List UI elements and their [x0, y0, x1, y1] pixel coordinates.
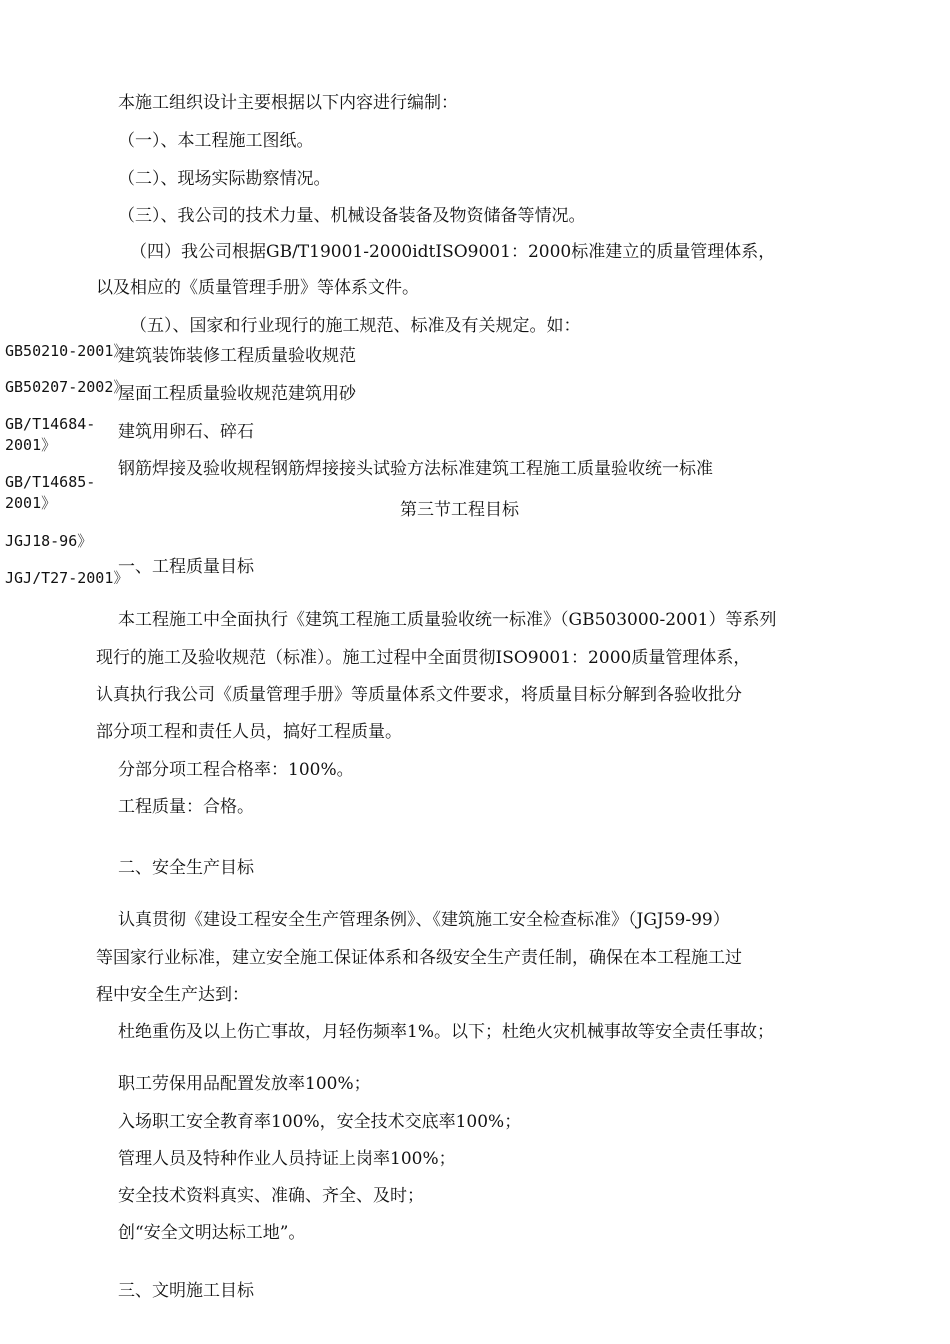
- quality-para-line: 现行的施工及验收规范（标准）。施工过程中全面贯彻ISO9001：2000质量管理体系，: [96, 648, 751, 668]
- safety-para-line: 等国家行业标准，建立安全施工保证体系和各级安全生产责任制，确保在本工程施工过: [96, 948, 742, 968]
- quality-para-line: 本工程施工中全面执行《建筑工程施工质量验收统一标准》（GB503000-2001）等系列: [118, 610, 777, 630]
- standard-code: JGJ/T27-2001》: [5, 569, 129, 584]
- standard-code: 2001》: [5, 494, 57, 512]
- intro-item-4: （四）我公司根据GB/T19001-2000idtISO9001：2000标准建立的质量管理体系，: [130, 242, 776, 262]
- standard-code: 2001》: [5, 436, 57, 454]
- safety-item: 创“安全文明达标工地”。: [118, 1223, 306, 1243]
- safety-para-line: 认真贯彻《建设工程安全生产管理条例》、《建筑施工安全检查标准》（JGJ59-99）: [118, 910, 730, 930]
- standard-code: GB50210-2001》: [5, 342, 129, 360]
- standard-code: GB/T14684-: [5, 415, 96, 433]
- standard-name: 建筑装饰装修工程质量验收规范: [118, 346, 356, 366]
- safety-para-line: 程中安全生产达到：: [96, 985, 249, 1005]
- quality-grade: 工程质量：合格。: [118, 797, 254, 817]
- standard-name: 屋面工程质量验收规范建筑用砂: [118, 384, 356, 404]
- quality-rate: 分部分项工程合格率：100%。: [118, 760, 354, 780]
- intro-item-1: （一）、本工程施工图纸。: [118, 131, 314, 151]
- safety-item: 安全技术资料真实、准确、齐全、及时；: [118, 1186, 424, 1206]
- safety-goal: 杜绝重伤及以上伤亡事故，月轻伤频率1%。以下；杜绝火灾机械事故等安全责任事故；: [118, 1022, 774, 1042]
- intro-item-2: （二）、现场实际勘察情况。: [118, 169, 331, 189]
- intro-item-4-cont: 以及相应的《质量管理手册》等体系文件。: [96, 278, 419, 298]
- standard-code: JGJ18-96》: [5, 532, 93, 550]
- intro-lead: 本施工组织设计主要根据以下内容进行编制：: [118, 93, 458, 113]
- intro-item-5: （五）、国家和行业现行的施工规范、标准及有关规定。如：: [130, 316, 581, 336]
- standard-name: 钢筋焊接及验收规程钢筋焊接接头试验方法标准建筑工程施工质量验收统一标准: [118, 459, 713, 479]
- standard-code: GB/T14685-: [5, 473, 96, 491]
- safety-heading: 二、安全生产目标: [118, 858, 254, 878]
- section-title: 第三节工程目标: [400, 500, 519, 520]
- quality-heading: 一、工程质量目标: [118, 557, 254, 577]
- safety-item: 入场职工安全教育率100%，安全技术交底率100%；: [118, 1112, 522, 1132]
- intro-item-3: （三）、我公司的技术力量、机械设备装备及物资储备等情况。: [118, 206, 586, 226]
- safety-item: 管理人员及特种作业人员持证上岗率100%；: [118, 1149, 456, 1169]
- quality-para-line: 部分项工程和责任人员，搞好工程质量。: [96, 722, 402, 742]
- standard-code: GB50207-2002》: [5, 378, 129, 396]
- standard-name: 建筑用卵石、碎石: [118, 422, 254, 442]
- civil-heading: 三、文明施工目标: [118, 1281, 254, 1301]
- safety-item: 职工劳保用品配置发放率100%；: [118, 1074, 371, 1094]
- quality-para-line: 认真执行我公司《质量管理手册》等质量体系文件要求，将质量目标分解到各验收批分: [96, 685, 742, 705]
